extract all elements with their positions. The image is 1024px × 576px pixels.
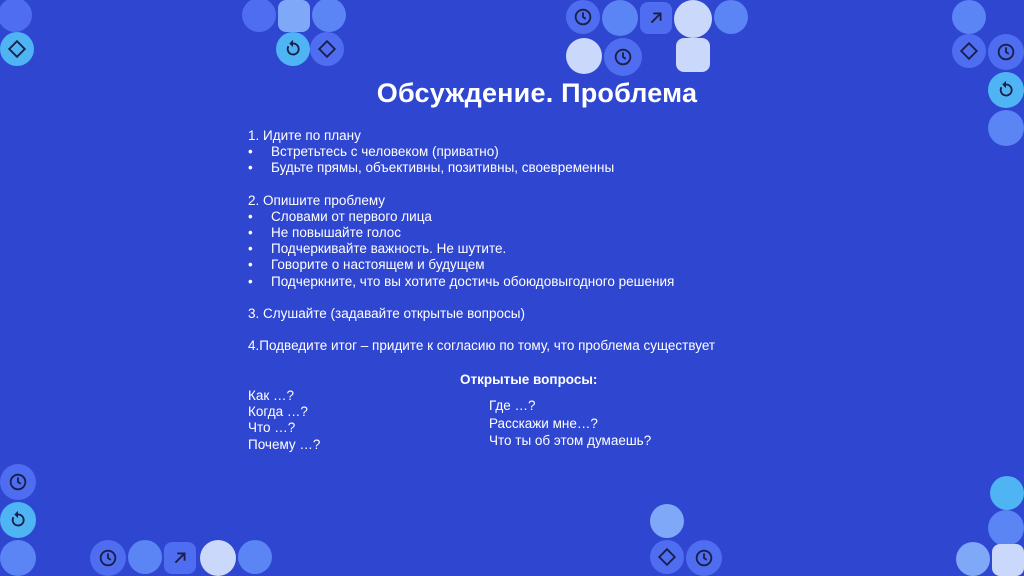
deco-circle [312,0,346,32]
deco-square [278,0,310,32]
deco-circle [650,540,684,574]
deco-circle [276,32,310,66]
question-item: Что …? [248,420,296,436]
deco-square [164,542,196,574]
deco-blob [988,510,1024,546]
bullet-marker: • [248,208,253,224]
deco-blob [90,540,126,576]
refresh-icon [7,509,29,531]
deco-square [992,544,1024,576]
deco-blob [200,540,236,576]
section-heading: 4.Подведите итог – придите к согласию по тому, что проблема существует [248,338,716,354]
refresh-icon [282,38,304,60]
bullet-item: • Не повышайте голос [248,225,401,241]
question-item: Когда …? [248,404,308,420]
deco-circle [0,0,32,32]
diamond-icon [6,38,28,60]
clock-icon [612,46,634,68]
clock-icon [693,547,715,569]
deco-blob [0,464,36,500]
deco-blob [686,540,722,576]
deco-circle [128,540,162,574]
open-questions-right [489,397,651,450]
deco-blob [566,38,602,74]
deco-circle [602,0,638,36]
deco-circle [242,0,276,32]
question-item: Расскажи мне…? [489,415,598,431]
clock-icon [572,6,594,28]
clock-icon [97,547,119,569]
bullet-marker: • [248,241,253,257]
deco-circle [310,32,344,66]
bullet-item: • Встретьтесь с человеком (приватно) [248,144,499,160]
deco-circle [650,504,684,538]
deco-square [676,38,710,72]
section-heading: 2. Опишите проблему [248,192,386,208]
deco-circle [0,32,34,66]
deco-circle [238,540,272,574]
deco-blob [0,540,36,576]
question-item: Как …? [248,388,295,403]
deco-blob [674,0,712,38]
bullet-marker: • [248,273,253,289]
deco-blob [988,110,1024,146]
section-heading: 3. Слушайте (задавайте открытые вопросы) [248,305,525,321]
deco-circle [952,34,986,68]
bullet-marker: • [248,225,253,241]
slide-body [248,128,715,354]
bullet-marker: • [248,257,253,273]
deco-circle [714,0,748,34]
deco-blob [956,542,990,576]
bullet-marker: • [248,144,253,160]
bullet-item: • Подчеркивайте важность. Не шутите. [248,241,507,257]
diamond-icon [316,38,338,60]
diamond-icon [958,40,980,62]
slide-title: Обсуждение. Проблема [376,78,698,108]
bullet-marker: • [248,160,253,176]
open-questions-left [248,388,320,453]
question-item: Где …? [489,398,536,413]
deco-square [640,2,672,34]
deco-circle [990,476,1024,510]
arrow-up-right-icon [645,7,667,29]
bullet-item: • Говорите о настоящем и будущем [248,257,485,273]
section-heading: 1. Идите по плану [248,128,361,143]
clock-icon [7,471,29,493]
deco-circle [952,0,986,34]
diamond-icon [656,546,678,568]
open-questions-title: Открытые вопросы: [460,372,598,387]
bullet-item: • Словами от первого лица [248,208,432,224]
bullet-item: • Будьте прямы, объективны, позитивны, своевременны [248,160,615,176]
question-item: Что ты об этом думаешь? [489,433,652,448]
deco-blob [988,34,1024,70]
arrow-up-right-icon [169,547,191,569]
clock-icon [995,41,1017,63]
question-item: Почему …? [248,436,321,452]
deco-blob [604,38,642,76]
deco-circle [0,502,36,538]
deco-circle [566,0,600,34]
bullet-item: • Подчеркните, что вы хотите достичь обоюдовыгодного решения [248,273,675,289]
